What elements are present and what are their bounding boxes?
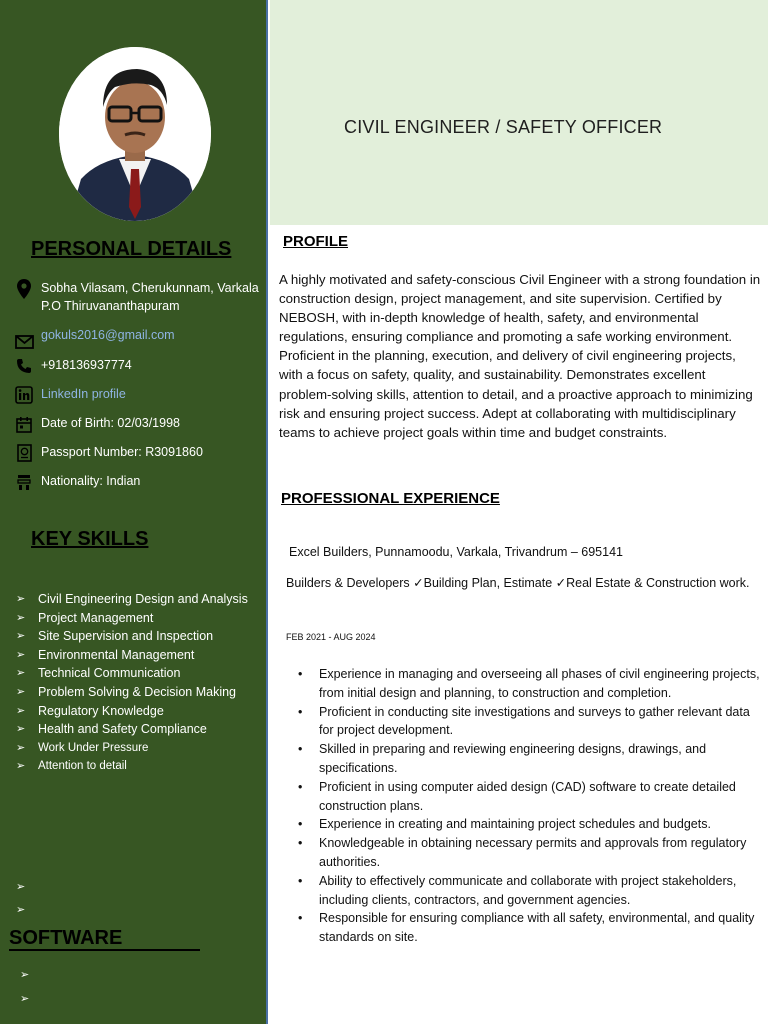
address-text: Sobha Vilasam, Cherukunnam, Varkala P.O Thiruvananthapuram bbox=[41, 281, 259, 313]
arrow-bullet-icon: ➢ bbox=[16, 723, 26, 736]
list-item: ➢ Problem Solving & Decision Making bbox=[16, 683, 256, 702]
calendar-icon bbox=[14, 414, 34, 434]
arrow-bullet-icon: ➢ bbox=[16, 593, 26, 605]
dob-text: Date of Birth: 02/03/1998 bbox=[41, 416, 180, 430]
phone-row bbox=[14, 356, 264, 376]
list-item: • Proficient in using computer aided design (CAD) software to create detailed construction plans. bbox=[298, 779, 736, 813]
list-item: • Experience in managing and overseeing all phases of civil engineering projects, from initial design and planning, to construction and completion. bbox=[298, 667, 760, 700]
list-item: ➢ Regulatory Knowledge bbox=[16, 702, 256, 721]
arrow-bullet-icon: ➢ bbox=[16, 685, 26, 698]
experience-bullets bbox=[296, 665, 762, 947]
arrow-bullet-icon: ➢ bbox=[16, 881, 26, 893]
list-item: ➢ Site Supervision and Inspection bbox=[16, 627, 256, 646]
arrow-bullet-icon: ➢ bbox=[16, 741, 26, 754]
bullet-dot-icon: • bbox=[298, 704, 303, 719]
list-item: ➢ Project Management bbox=[16, 609, 256, 628]
profile-photo bbox=[59, 47, 211, 221]
list-item: • Knowledgeable in obtaining necessary permits and approvals from regulatory authorities. bbox=[298, 836, 747, 869]
bullet-dot-icon: • bbox=[298, 742, 303, 757]
arrow-bullet-icon: ➢ bbox=[16, 760, 26, 773]
passport-row bbox=[14, 443, 264, 463]
bullet-dot-icon: • bbox=[298, 779, 303, 794]
arrow-bullet-icon: ➢ bbox=[16, 611, 26, 624]
personal-details-heading: PERSONAL DETAILS bbox=[31, 238, 232, 260]
bullet-dot-icon: • bbox=[298, 873, 303, 888]
nationality-text: Nationality: Indian bbox=[41, 474, 141, 488]
job-title: CIVIL ENGINEER / SAFETY OFFICER bbox=[344, 117, 663, 137]
experience-heading: PROFESSIONAL EXPERIENCE bbox=[281, 490, 500, 507]
email-link[interactable]: gokuls2016@gmail.com bbox=[41, 328, 175, 342]
phone-text: +918136937774 bbox=[41, 358, 132, 372]
list-item: ➢ Environmental Management bbox=[16, 646, 256, 665]
company-description: Builders & Developers ✓Building Plan, Estimate ✓Real Estate & Construction work. bbox=[286, 576, 750, 590]
arrow-bullet-icon: ➢ bbox=[20, 993, 30, 1005]
arrow-bullet-icon: ➢ bbox=[16, 630, 26, 643]
arrow-bullet-icon: ➢ bbox=[16, 704, 26, 717]
linkedin-icon bbox=[14, 385, 34, 405]
nationality-row bbox=[14, 472, 264, 492]
flag-icon bbox=[14, 472, 34, 492]
arrow-bullet-icon: ➢ bbox=[16, 667, 26, 680]
arrow-bullet-icon: ➢ bbox=[16, 648, 26, 661]
list-item: • Skilled in preparing and reviewing engineering designs, drawings, and specifications. bbox=[298, 742, 707, 775]
address-row bbox=[14, 279, 264, 315]
list-item: ➢ Health and Safety Compliance bbox=[16, 720, 256, 739]
avatar bbox=[59, 47, 211, 221]
bullet-dot-icon: • bbox=[298, 817, 303, 832]
key-skills-heading: KEY SKILLS bbox=[31, 528, 149, 550]
phone-icon bbox=[14, 356, 34, 376]
profile-heading: PROFILE bbox=[283, 233, 349, 250]
list-item: • Proficient in conducting site investigations and surveys to gather relevant data for project development. bbox=[298, 704, 750, 738]
linkedin-row bbox=[14, 385, 264, 405]
arrow-bullet-icon: ➢ bbox=[20, 969, 30, 981]
header-banner bbox=[270, 0, 768, 225]
list-item: • Experience in creating and maintaining project schedules and budgets. bbox=[296, 815, 762, 834]
arrow-bullet-icon: ➢ bbox=[16, 904, 26, 916]
bullet-dot-icon: • bbox=[298, 667, 303, 681]
dob-row bbox=[14, 414, 264, 434]
location-pin-icon bbox=[14, 279, 34, 299]
list-item: ➢ Technical Communication bbox=[16, 664, 256, 683]
linkedin-link[interactable]: LinkedIn profile bbox=[41, 387, 126, 401]
list-item: • Responsible for ensuring compliance with all safety, environmental, and quality standards on site. bbox=[298, 911, 755, 945]
employment-dates: FEB 2021 - AUG 2024 bbox=[286, 632, 376, 642]
software-heading: SOFTWARE bbox=[9, 927, 200, 951]
company-line: Excel Builders, Punnamoodu, Varkala, Trivandrum – 695141 bbox=[289, 545, 623, 559]
list-item: ➢ Work Under Pressure bbox=[16, 739, 256, 758]
list-item: ➢ Attention to detail bbox=[16, 757, 256, 776]
envelope-icon bbox=[14, 332, 34, 352]
list-item: ➢ Civil Engineering Design and Analysis bbox=[16, 590, 256, 609]
key-skills-list bbox=[16, 590, 256, 776]
passport-icon bbox=[14, 443, 34, 463]
email-row bbox=[14, 326, 264, 352]
list-item: • Ability to effectively communicate and collaborate with project stakeholders, including clients, contractors, and government agencies. bbox=[298, 873, 737, 907]
bullet-dot-icon: • bbox=[298, 836, 303, 851]
profile-summary: A highly motivated and safety-conscious Civil Engineer with a strong foundation in construction design, project management, and site supervision. Certified by NEBOSH, with in-depth knowledge of health, safety, and environmental regulations, ensuring compliance and promoting a safe working environment. Proficient in the planning, execution, and delivery of civil engineering projects, with a focus on safety, quality, and sustainability. Demonstrates excellent problem-solving skills, attention to detail, and a proactive approach to minimizing risk and ensuring project success. Adept at collaborating with multidisciplinary teams to achieve project goals within time and budget constraints. bbox=[279, 272, 761, 440]
bullet-dot-icon: • bbox=[298, 911, 303, 926]
passport-text: Passport Number: R3091860 bbox=[41, 445, 203, 459]
